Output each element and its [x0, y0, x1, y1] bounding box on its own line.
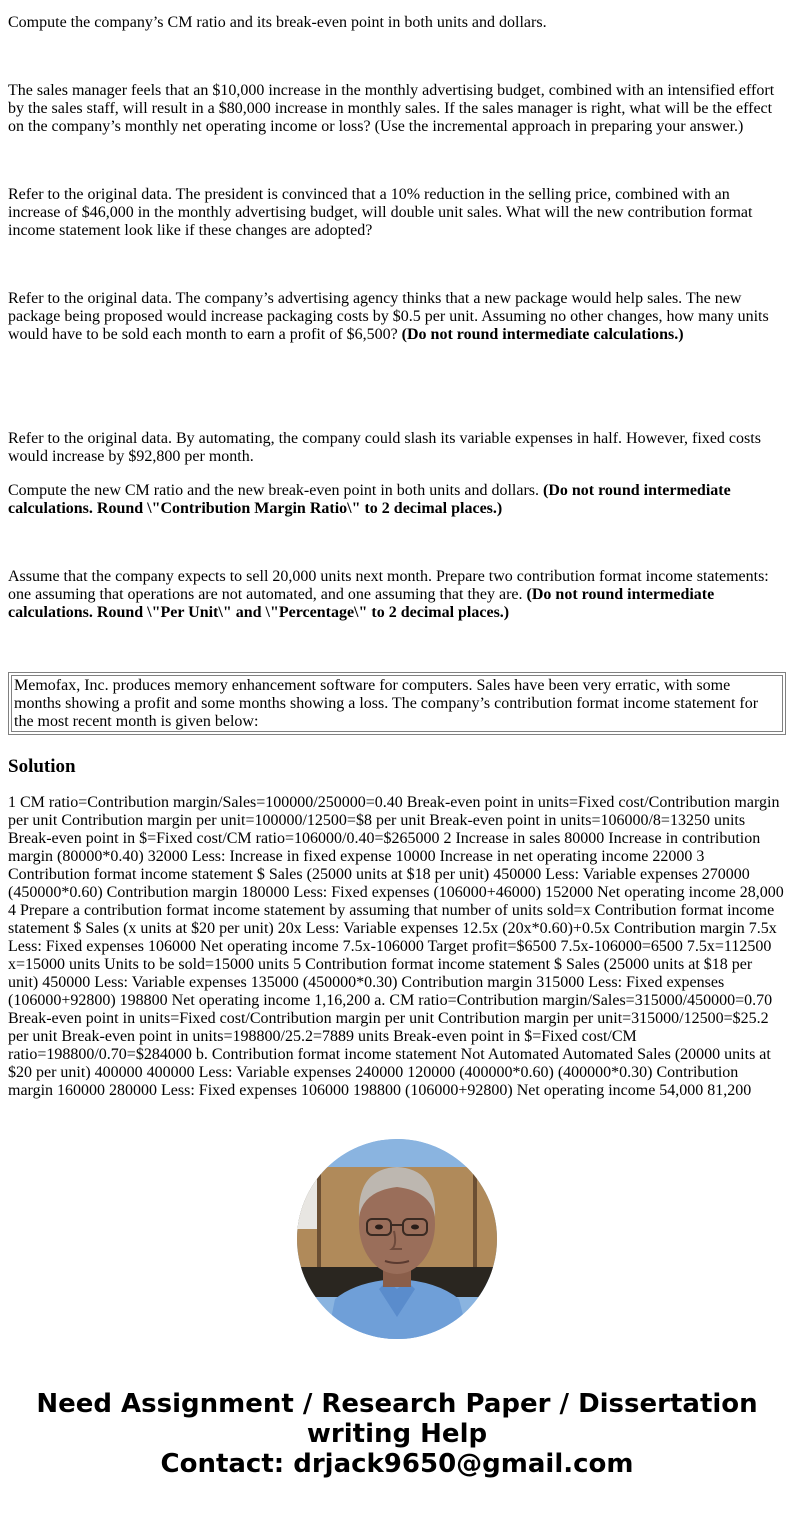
question-4-instruction: (Do not round intermediate calculations.) — [401, 326, 684, 343]
question-5b-instruction: (Do not round intermediate calculations. Round \"Contribution Margin Ratio\" to 2 decimal places.) — [8, 482, 731, 517]
footer-cta — [8, 1389, 786, 1479]
avatar-container — [8, 1139, 786, 1339]
question-6-instruction: (Do not round intermediate calculations. Round \"Per Unit\" and \"Percentage\" to 2 decimal places.) — [8, 586, 715, 621]
question-5 — [8, 430, 786, 466]
question-text — [8, 482, 786, 518]
question-text — [8, 186, 786, 240]
question-6-text: Assume that the company expects to sell 20,000 units next month. Prepare two contribution format income statements: one assuming that operations are not automated, and one assuming that they are. — [8, 568, 769, 603]
question-text — [8, 82, 786, 136]
question-5-text: Refer to the original data. By automating, the company could slash its variable expenses in half. However, fixed costs would increase by $92,800 per month. — [8, 430, 761, 465]
question-text — [8, 568, 786, 622]
footer-headline: Need Assignment / Research Paper / Dissertation writing Help — [36, 1389, 758, 1449]
question-4 — [8, 290, 786, 344]
question-5b — [8, 482, 786, 518]
question-4-text: Refer to the original data. The company’s advertising agency thinks that a new package would help sales. The new package being proposed would increase packaging costs by $0.5 per unit. Assuming no other changes, how many units would have to be sold each month to earn a profit of $6,500? — [8, 290, 769, 343]
question-1-text: Compute the company’s CM ratio and its break-even point in both units and dollars. — [8, 14, 547, 31]
question-3-text: Refer to the original data. The president is convinced that a 10% reduction in the selling price, combined with an increase of $46,000 in the monthly advertising budget, will double unit sales. What will the new contribution format income statement look like if these changes are adopted? — [8, 186, 753, 239]
question-2 — [8, 82, 786, 136]
question-text — [8, 290, 786, 344]
question-text — [8, 14, 786, 32]
solution-body: 1 CM ratio=Contribution margin/Sales=100000/250000=0.40 Break-even point in units=Fixed cost/Contribution margin per unit Contribution margin per unit=100000/12500=$8 per unit Break-even point in units=106000/8=13250 units Break-even point in $=Fixed cost/CM ratio=106000/0.40=$265000 2 Increase in sales 80000 Increase in contribution margin (80000*0.40) 32000 Less: Increase in fixed expense 10000 Increase in net operating income 22000 3 Contribution format income statement $ Sales (25000 units at $18 per unit) 450000 Less: Variable expenses 270000 (450000*0.60) Contribution margin 180000 Less: Fixed expenses (106000+46000) 152000 Net operating income 28,000 4 Prepare a contribution format income statement by assuming that number of units sold=x Contribution format income statement $ Sales (x units at $20 per unit) 20x Less: Variable expenses 12.5x (20x*0.60)+0.5x Contribution margin 7.5x Less: Fixed expenses 106000 Net operating income 7.5x-106000 Target profit=$6500 7.5x-106000=6500 7.5x=112500 x=15000 units Units to be sold=15000 units 5 Contribution format income statement $ Sales (25000 units at $18 per unit) 450000 Less: Variable expenses 135000 (450000*0.30) Contribution margin 315000 Less: Fixed expenses (106000+92800) 198800 Net operating income 1,16,200 a. CM ratio=Contribution margin/Sales=315000/450000=0.70 Break-even point in units=Fixed cost/Contribution margin per unit Contribution margin per unit=315000/12500=$25.2 per unit Break-even point in units=198800/25.2=7889 units Break-even point in $=Fixed cost/CM ratio=198800/0.70=$284000 b. Contribution format income statement Not Automated Automated Sales (20000 units at $20 per unit) 400000 400000 Less: Variable expenses 240000 120000 (400000*0.60) (400000*0.30) Contribution margin 160000 280000 Less: Fixed expenses 106000 198800 (106000+92800) Net operating income 54,000 81,200 — [8, 794, 784, 1099]
question-5b-text: Compute the new CM ratio and the new break-even point in both units and dollars. — [8, 482, 543, 499]
intro-text: Memofax, Inc. produces memory enhancement software for computers. Sales have been very erratic, with some months showing a profit and some months showing a loss. The company’s contribution format income statement for the most recent month is given below: — [11, 675, 783, 732]
intro-box — [8, 672, 786, 735]
tutor-portrait-icon — [297, 1139, 497, 1339]
question-3 — [8, 186, 786, 240]
footer-contact[interactable]: Contact: drjack9650@gmail.com — [160, 1449, 634, 1479]
portrait-illustration — [297, 1139, 497, 1339]
question-2-text: The sales manager feels that an $10,000 increase in the monthly advertising budget, combined with an intensified effort by the sales staff, will result in a $80,000 increase in monthly sales. If the sales manager is right, what will be the effect on the company’s monthly net operating income or loss? (Use the incremental approach in preparing your answer.) — [8, 82, 775, 135]
solution-heading: Solution — [8, 756, 76, 777]
question-text — [8, 430, 786, 466]
question-6 — [8, 568, 786, 622]
question-1 — [8, 0, 786, 32]
